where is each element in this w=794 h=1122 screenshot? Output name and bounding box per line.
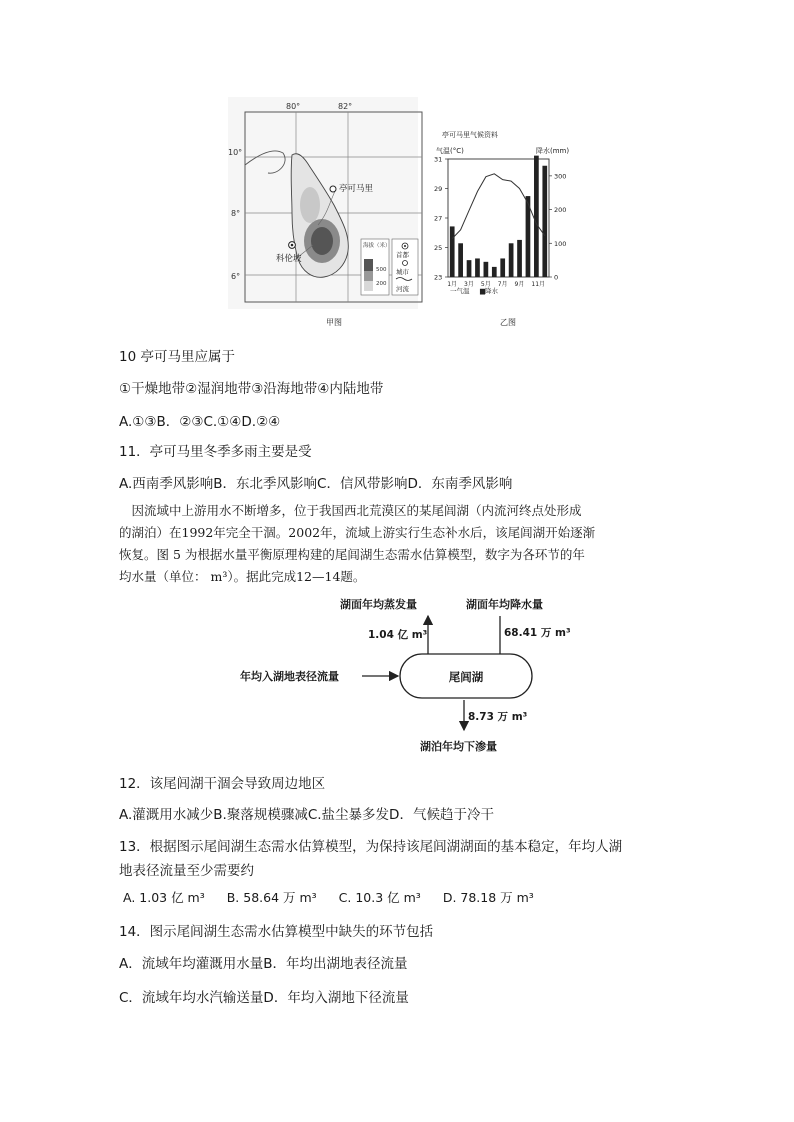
x-tick-label: 9月 bbox=[514, 281, 525, 288]
precip-bar bbox=[542, 166, 547, 277]
left-tick-label: 23 bbox=[434, 273, 443, 282]
q10-stem: 10 亭可马里应属于 bbox=[119, 349, 235, 365]
left-tick-label: 29 bbox=[434, 185, 443, 193]
evaporation-value: 1.04 亿 m³ bbox=[368, 629, 428, 641]
highland-core bbox=[311, 227, 333, 255]
seepage-label: 湖泊年均下渗量 bbox=[420, 740, 497, 753]
temp-axis-label: 气温(°C) bbox=[436, 147, 464, 155]
q10-choices: A.①③B．②③C.①④D.②④ bbox=[119, 414, 281, 430]
precip-bar bbox=[509, 243, 514, 277]
chart-caption: 乙图 bbox=[500, 318, 516, 327]
q13-stem-line2: 地表径流量至少需要约 bbox=[119, 863, 254, 879]
x-tick-label: 11月 bbox=[531, 281, 546, 288]
trincomalee-marker bbox=[330, 186, 336, 192]
q13-choice-c: C. 10.3 亿 m³ bbox=[338, 890, 421, 905]
precip-bar bbox=[467, 260, 472, 277]
legend-temperature: 一气温 bbox=[450, 287, 470, 295]
lat-label-6: 6° bbox=[231, 272, 241, 281]
q13-stem-line1: 13．根据图示尾闾湖生态需水估算模型，为保持该尾闾湖湖面的基本稳定，年均人湖 bbox=[119, 839, 623, 855]
precip-bar bbox=[534, 156, 539, 277]
city-icon bbox=[403, 261, 408, 266]
svg-text:200: 200 bbox=[376, 281, 387, 287]
water-balance-diagram bbox=[230, 590, 580, 760]
q13-choice-a: A. 1.03 亿 m³ bbox=[123, 890, 205, 905]
inflow-label: 年均入湖地表径流量 bbox=[240, 670, 339, 683]
passage-line: 的湖泊）在1992年完全干涸。2002年，流域上游实行生态补水后，该尾闾湖开始逐渐 bbox=[119, 525, 596, 540]
svg-text:海拔（米）: 海拔（米） bbox=[363, 243, 391, 249]
x-tick-label: 7月 bbox=[497, 281, 508, 288]
svg-text:城市: 城市 bbox=[396, 268, 409, 276]
q14-stem: 14．图示尾闾湖生态需水估算模型中缺失的环节包括 bbox=[119, 924, 434, 940]
precip-bar bbox=[475, 258, 480, 277]
symbol-legend bbox=[392, 239, 418, 295]
evaporation-label: 湖面年均蒸发量 bbox=[340, 598, 417, 611]
passage-line: 恢复。图 5 为根据水量平衡原理构建的尾闾湖生态需水估算模型，数字为各环节的年 bbox=[119, 547, 585, 562]
precip-axis-label: 降水(mm) bbox=[536, 147, 570, 155]
temperature-line bbox=[452, 174, 545, 239]
x-tick-label: 3月 bbox=[464, 281, 474, 288]
q13-choice-b: B. 58.64 万 m³ bbox=[226, 890, 317, 905]
x-tick-label: 1月 bbox=[447, 281, 458, 288]
left-tick-label: 25 bbox=[434, 244, 443, 252]
right-tick-label: 200 bbox=[554, 206, 567, 215]
city-label: 亭可马里 bbox=[339, 184, 374, 194]
right-tick-label: 0 bbox=[554, 273, 559, 282]
q12-stem: 12．该尾闾湖干涸会导致周边地区 bbox=[119, 776, 326, 792]
left-tick-label: 31 bbox=[434, 155, 443, 164]
lon-label-82: 82° bbox=[338, 102, 353, 111]
lon-label-80: 80° bbox=[286, 102, 301, 111]
q14-choices-line2: C．流域年均水汽输送量D．年均入湖地下径流量 bbox=[119, 990, 409, 1006]
lake-label: 尾闾湖 bbox=[448, 670, 484, 684]
right-tick-label: 100 bbox=[554, 239, 567, 248]
q13-choice-d: D. 78.18 万 m³ bbox=[442, 890, 534, 905]
left-tick-label: 27 bbox=[434, 214, 443, 223]
seepage-value: 8.73 万 m³ bbox=[468, 711, 528, 723]
q13-choices bbox=[119, 888, 534, 906]
map-caption: 甲图 bbox=[326, 318, 342, 327]
passage-line: 因流域中上游用水不断增多，位于我国西北荒漠区的某尾闾湖（内流河终点处形成 bbox=[119, 503, 582, 518]
q14-choices-line1: A．流域年均灌溉用水量B．年均出湖地表径流量 bbox=[119, 956, 408, 972]
precipitation-label: 湖面年均降水量 bbox=[466, 598, 543, 611]
climate-title: 亭可马里气候资料 bbox=[442, 131, 498, 139]
svg-text:500: 500 bbox=[376, 267, 387, 273]
precip-bar bbox=[517, 240, 522, 277]
passage bbox=[119, 500, 679, 588]
svg-text:首都: 首都 bbox=[396, 251, 409, 259]
passage-line: 均水量（单位： m³）。据此完成12—14题。 bbox=[119, 569, 366, 584]
precip-bar bbox=[484, 262, 489, 277]
q11-stem: 11．亭可马里冬季多雨主要是受 bbox=[119, 444, 312, 460]
lat-label-10: 10° bbox=[228, 148, 243, 157]
legend-precipitation: ▆降水 bbox=[480, 287, 498, 295]
climate-chart bbox=[434, 130, 569, 327]
svg-text:河流: 河流 bbox=[396, 285, 409, 293]
lat-label-8: 8° bbox=[231, 209, 241, 218]
q12-choices: A.灌溉用水减少B.聚落规模骤减C.盐尘暴多发D．气候趋于冷干 bbox=[119, 807, 494, 823]
right-tick-label: 300 bbox=[554, 172, 567, 181]
top-figure bbox=[218, 95, 592, 335]
precip-bar bbox=[450, 226, 455, 277]
q10-options: ①干燥地带②湿润地带③沿海地带④内陆地带 bbox=[119, 381, 384, 397]
precip-bar bbox=[492, 267, 497, 277]
x-tick-label: 5月 bbox=[480, 281, 491, 288]
elevation-legend bbox=[361, 239, 391, 295]
q11-choices: A.西南季风影响B．东北季风影响C．信风带影响D．东南季风影响 bbox=[119, 476, 513, 492]
precip-bar bbox=[500, 258, 505, 277]
precip-bar bbox=[458, 243, 463, 277]
capital-label: 科伦坡 bbox=[276, 254, 302, 264]
precipitation-value: 68.41 万 m³ bbox=[504, 627, 571, 639]
